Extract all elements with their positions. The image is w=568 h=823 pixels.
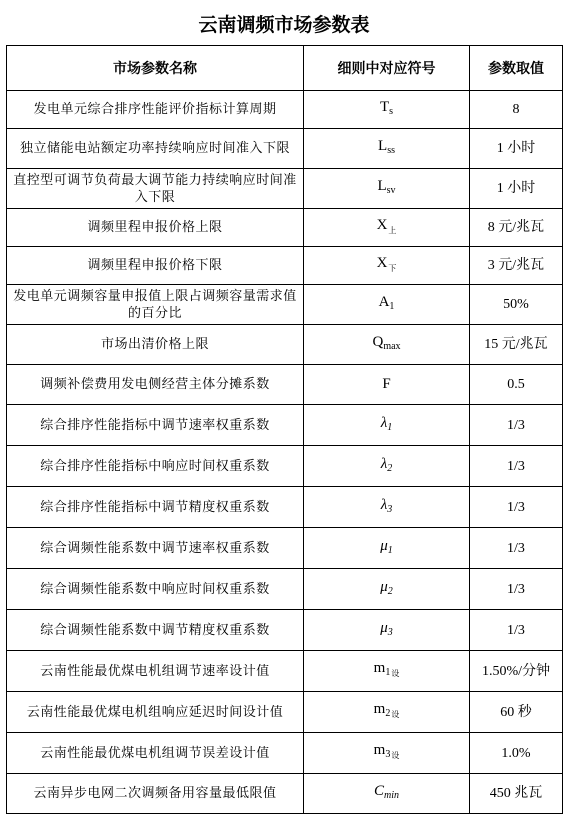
page-title: 云南调频市场参数表 <box>198 14 370 36</box>
parameter-value-cell: 8 元/兆瓦 <box>470 209 563 247</box>
symbol-subscript-cjk: 设 <box>391 669 400 678</box>
symbol-subscript: 1 <box>385 667 391 678</box>
table-row <box>7 169 563 209</box>
symbol-subscript-cjk: 设 <box>391 751 400 760</box>
parameter-value-cell: 1/3 <box>470 569 563 610</box>
parameter-name-cell: 发电单元综合排序性能评价指标计算周期 <box>7 91 304 129</box>
table-row <box>7 528 563 569</box>
column-header-symbol: 细则中对应符号 <box>304 46 470 91</box>
table-row <box>7 129 563 169</box>
symbol-main: λ <box>380 414 388 431</box>
symbol-main: λ <box>380 455 388 472</box>
symbol-cell <box>304 569 470 610</box>
parameter-value-cell: 1/3 <box>470 446 563 487</box>
symbol-main: m <box>373 660 386 676</box>
table-row <box>7 365 563 405</box>
symbol-cell <box>304 209 470 247</box>
symbol-subscript: 1 <box>389 301 395 312</box>
parameter-value-cell: 1.0% <box>470 733 563 774</box>
parameter-name-cell: 发电单元调频容量申报值上限占调频容量需求值的百分比 <box>7 285 304 325</box>
parameter-name-cell: 综合排序性能指标中调节速率权重系数 <box>7 405 304 446</box>
parameter-value-cell: 3 元/兆瓦 <box>470 247 563 285</box>
parameter-name-cell: 调频里程申报价格下限 <box>7 247 304 285</box>
symbol-main: Q <box>372 334 384 350</box>
parameter-name-cell: 独立储能电站额定功率持续响应时间准入下限 <box>7 129 304 169</box>
symbol-main: μ <box>380 537 388 554</box>
symbol-main: F <box>382 376 391 392</box>
parameter-name-cell: 调频里程申报价格上限 <box>7 209 304 247</box>
symbol-cell <box>304 325 470 365</box>
parameter-value-cell: 1/3 <box>470 405 563 446</box>
parameter-name-cell: 云南性能最优煤电机组调节误差设计值 <box>7 733 304 774</box>
symbol-cell <box>304 129 470 169</box>
symbol-subscript-cjk: 设 <box>391 710 400 719</box>
table-row <box>7 651 563 692</box>
symbol-cell <box>304 405 470 446</box>
symbol-cell <box>304 285 470 325</box>
symbol-cell <box>304 247 470 285</box>
symbol-cell <box>304 365 470 405</box>
symbol-subscript: 2 <box>385 708 391 719</box>
table-row <box>7 610 563 651</box>
table-row <box>7 692 563 733</box>
table-row <box>7 733 563 774</box>
symbol-subscript: min <box>384 790 399 801</box>
symbol-subscript: s <box>389 106 394 117</box>
table-row <box>7 774 563 814</box>
table-row <box>7 91 563 129</box>
symbol-subscript: 2 <box>387 585 393 597</box>
parameter-value-cell: 60 秒 <box>470 692 563 733</box>
table-row <box>7 285 563 325</box>
symbol-cell <box>304 733 470 774</box>
table-row <box>7 487 563 528</box>
symbol-cell <box>304 651 470 692</box>
parameter-value-cell: 1.50%/分钟 <box>470 651 563 692</box>
symbol-main: C <box>373 783 384 799</box>
symbol-cell <box>304 169 470 209</box>
column-header-value: 参数取值 <box>470 46 563 91</box>
parameter-name-cell: 调频补偿费用发电侧经营主体分摊系数 <box>7 365 304 405</box>
parameter-value-cell: 1/3 <box>470 610 563 651</box>
symbol-main: λ <box>380 496 388 513</box>
symbol-subscript: 2 <box>387 462 393 474</box>
symbol-subscript: 3 <box>387 626 393 638</box>
parameter-name-cell: 市场出清价格上限 <box>7 325 304 365</box>
parameter-name-cell: 综合调频性能系数中调节精度权重系数 <box>7 610 304 651</box>
symbol-main: A <box>378 294 390 310</box>
symbol-cell <box>304 487 470 528</box>
parameter-value-cell: 1 小时 <box>470 129 563 169</box>
symbol-main: X <box>376 216 388 233</box>
symbol-subscript: 3 <box>387 503 393 515</box>
parameter-table <box>6 45 563 814</box>
parameter-name-cell: 直控型可调节负荷最大调节能力持续响应时间准入下限 <box>7 169 304 209</box>
symbol-main: m <box>373 701 386 717</box>
symbol-cell <box>304 528 470 569</box>
parameter-name-cell: 云南异步电网二次调频备用容量最低限值 <box>7 774 304 814</box>
symbol-cell <box>304 610 470 651</box>
parameter-value-cell: 1/3 <box>470 487 563 528</box>
table-body <box>7 91 563 814</box>
table-row <box>7 405 563 446</box>
symbol-subscript-cjk: 下 <box>388 263 397 273</box>
parameter-name-cell: 云南性能最优煤电机组响应延迟时间设计值 <box>7 692 304 733</box>
parameter-name-cell: 综合调频性能系数中响应时间权重系数 <box>7 569 304 610</box>
table-header-row <box>7 46 563 91</box>
column-header-name: 市场参数名称 <box>7 46 304 91</box>
symbol-subscript: 1 <box>387 544 393 556</box>
symbol-cell <box>304 692 470 733</box>
symbol-subscript: max <box>383 341 401 352</box>
symbol-main: L <box>378 138 388 154</box>
parameter-name-cell: 综合排序性能指标中调节精度权重系数 <box>7 487 304 528</box>
symbol-cell <box>304 91 470 129</box>
symbol-subscript-cjk: 上 <box>388 225 397 235</box>
symbol-subscript: sv <box>386 185 396 196</box>
symbol-main: T <box>379 99 390 115</box>
parameter-value-cell: 450 兆瓦 <box>470 774 563 814</box>
table-row <box>7 569 563 610</box>
symbol-main: μ <box>380 619 388 636</box>
parameter-name-cell: 综合排序性能指标中响应时间权重系数 <box>7 446 304 487</box>
table-row <box>7 446 563 487</box>
parameter-name-cell: 云南性能最优煤电机组调节速率设计值 <box>7 651 304 692</box>
parameter-value-cell: 0.5 <box>470 365 563 405</box>
table-row <box>7 209 563 247</box>
symbol-subscript: 3 <box>385 749 391 760</box>
parameter-name-cell: 综合调频性能系数中调节速率权重系数 <box>7 528 304 569</box>
symbol-subscript: ss <box>387 145 395 156</box>
symbol-main: L <box>377 178 387 194</box>
symbol-main: μ <box>380 578 388 595</box>
parameter-value-cell: 15 元/兆瓦 <box>470 325 563 365</box>
symbol-main: m <box>373 742 386 758</box>
parameter-value-cell: 1/3 <box>470 528 563 569</box>
table-row <box>7 247 563 285</box>
parameter-value-cell: 1 小时 <box>470 169 563 209</box>
symbol-cell <box>304 446 470 487</box>
symbol-main: X <box>376 254 388 271</box>
symbol-subscript: 1 <box>387 421 393 433</box>
parameter-value-cell: 50% <box>470 285 563 325</box>
symbol-cell <box>304 774 470 814</box>
parameter-value-cell: 8 <box>470 91 563 129</box>
table-row <box>7 325 563 365</box>
